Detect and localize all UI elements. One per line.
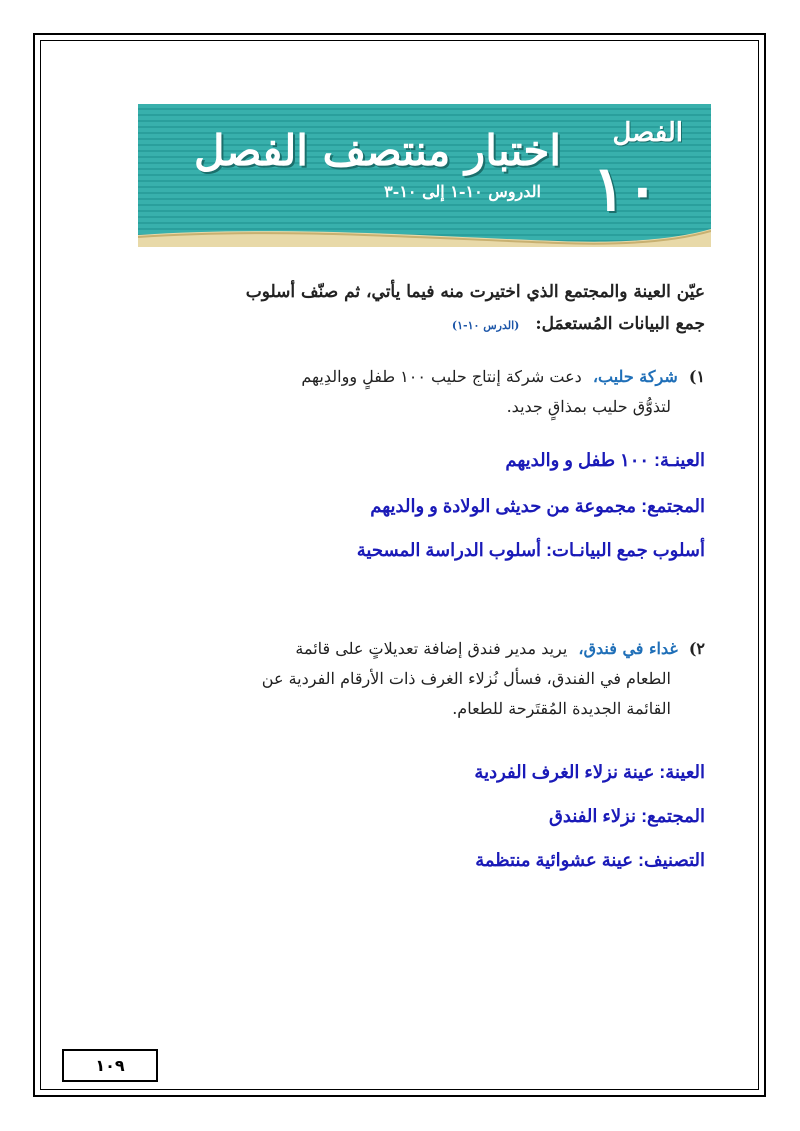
q1-answer-population: المجتمع: مجموعة من حديثى الولادة و والديهم <box>370 496 705 516</box>
q1-answer-method: أسلوب جمع البيانـات: أسلوب الدراسة المسحية <box>356 540 705 560</box>
instruction-line-1: عيّن العينة والمجتمع الذي اختيرت منه فيما يأتي، ثم صنّف أسلوب <box>245 282 705 302</box>
question-2-text-2: الطعام في الفندق، فسأل نُزلاء الغرف ذات الأرقام الفردية عن <box>261 669 671 688</box>
instruction <box>125 276 705 342</box>
lesson-reference: (الدرس ١٠-١) <box>451 319 520 332</box>
q2-answer-sample: العينة: عينة نزلاء الغرف الفردية <box>474 762 705 782</box>
chapter-number: ١٠ <box>592 152 659 225</box>
question-1 <box>115 362 705 422</box>
question-1-topic: شركة حليب، <box>592 367 678 386</box>
banner-subtitle: الدروس ١٠-١ إلى ١٠-٣ <box>384 182 541 201</box>
instruction-line-2 <box>125 308 705 342</box>
banner-title: اختبار منتصف الفصل <box>194 126 561 175</box>
chapter-banner <box>138 104 711 247</box>
q2-answer-classification: التصنيف: عينة عشوائية منتظمة <box>475 850 705 870</box>
q1-answer-sample: العينـة: ١٠٠ طفل و والديهم <box>505 450 705 470</box>
chapter-label: الفصل <box>612 118 683 148</box>
question-2 <box>115 634 705 724</box>
instruction-line-2-text: جمع البيانات المُستعمَل: <box>535 314 705 334</box>
question-2-number: ٢) <box>688 639 705 658</box>
question-1-text-1: دعت شركة إنتاج حليب ١٠٠ طفلٍ ووالدِيهم <box>301 367 582 386</box>
question-2-line-1 <box>115 634 705 664</box>
q2-answer-population: المجتمع: نزلاء الفندق <box>548 806 705 826</box>
question-1-number: ١) <box>688 367 705 386</box>
question-2-text-1: يريد مدير فندق إضافة تعديلاتٍ على قائمة <box>295 639 568 658</box>
page-number: ١٠٩ <box>62 1049 158 1082</box>
question-1-text-2: لتذوُّق حليب بمذاقٍ جديد. <box>506 397 671 416</box>
question-1-line-1 <box>115 362 705 392</box>
question-2-text-3: القائمة الجديدة المُقتَرحة للطعام. <box>452 699 671 718</box>
question-2-topic: غداء في فندق، <box>578 639 678 658</box>
